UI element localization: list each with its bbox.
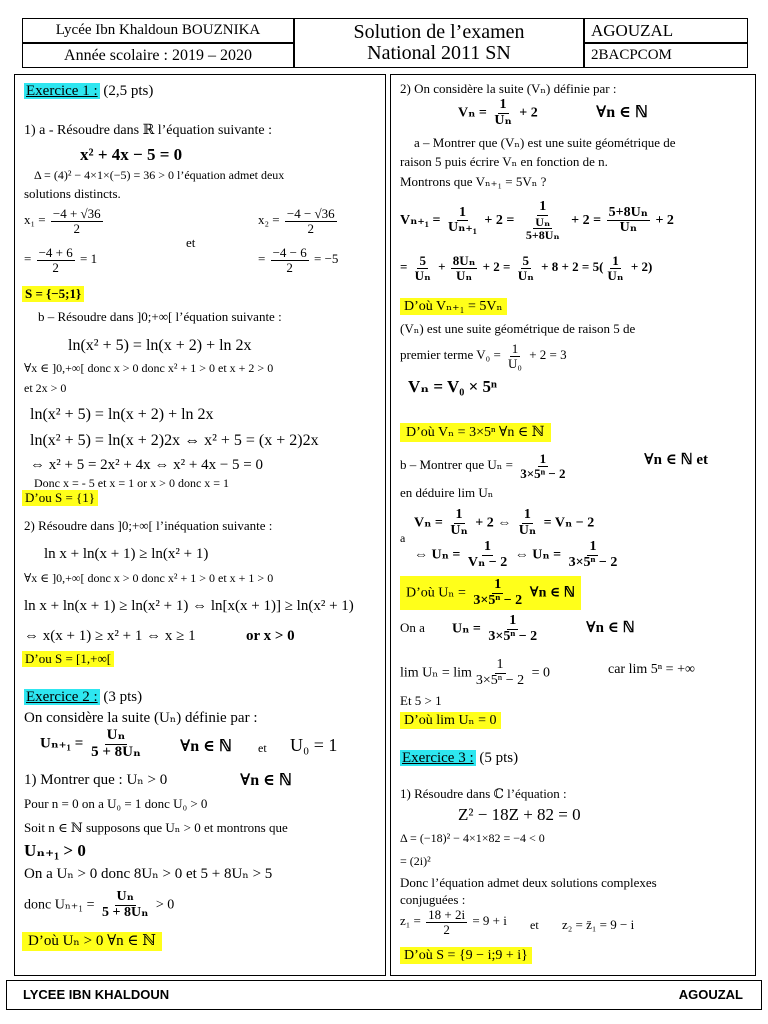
v-conclusion3: D’où Uₙ = $\frac{1}{\text{3×5ⁿ − 2}}$ ∀n ∈ ℕ [400, 576, 581, 610]
footer-left: LYCEE IBN KHALDOUN [23, 987, 170, 1002]
x1-num: −4 + √36 [52, 206, 101, 221]
ex2-p5-den: 5 + 8Uₙ [102, 904, 149, 920]
v-qb-left: b – Montrer que Uₙ = [400, 457, 517, 473]
v-qb: b – Montrer que Uₙ = $\frac{1}{\text{3×5ⁿ − 2}}$ [400, 451, 566, 481]
ex1-x1 [24, 207, 105, 235]
ex1-res2: ⇔ x(x + 1) ≥ x² + 1 ⇔ x ≥ 1 [24, 628, 196, 644]
ex2-p5-frac [100, 890, 150, 920]
ex3-delta2: = (2i)² [400, 854, 431, 868]
ex2-q1-forall: ∀n ∈ ℕ [240, 772, 292, 789]
header-class-text: 2BACPCOM [591, 47, 672, 63]
v-car: car lim 5ⁿ = +∞ [608, 662, 695, 677]
x1b-den: 2 [52, 259, 59, 275]
header-school [22, 18, 294, 43]
ex2-intro: On considère la suite (Uₙ) définie par : [24, 710, 258, 726]
ex1-inequation: ln x + ln(x + 1) ≥ ln(x² + 1) [44, 546, 209, 562]
ex2-q1: 1) Montrer que : Uₙ > 0 [24, 772, 168, 788]
ex2-title: Exercice 2 : [26, 689, 98, 705]
footer [6, 980, 762, 1010]
v-qb-den: 3×5ⁿ − 2 [520, 465, 566, 481]
header-title-box [294, 18, 584, 68]
x1-label: x₁ = [24, 212, 49, 228]
ex3-txt2: conjuguées : [400, 892, 466, 907]
v-calc1-frac3: $\frac{\text{5+8Uₙ}}{\text{Uₙ}}$ [608, 204, 648, 236]
v-un-formula: Uₙ = $\frac{1}{\text{3×5ⁿ − 2}}$ [452, 613, 538, 644]
ex3-z1-right: = 9 + i [472, 913, 507, 929]
v-qa: a – Montrer que (Vₙ) est une suite géométrique de [414, 135, 676, 150]
ex1-q1b: b – Résoudre dans ]0;+∞[ l’équation suivante : [38, 309, 282, 324]
ex3-solution: D’où S = {9 − i;9 + i} [400, 947, 532, 964]
v-concl3-left: D’où Uₙ = [406, 585, 470, 601]
ex1-domain-2: ∀x ∈ ]0,+∞[ donc x > 0 donc x² + 1 > 0 et x + 1 > 0 [24, 571, 274, 585]
footer-right: AGOUZAL [678, 987, 743, 1002]
v-vn-formula: Vₙ = V₀ × 5ⁿ [408, 377, 497, 396]
ex3-delta: Δ = (−18)² − 4×1×82 = −4 < 0 [400, 831, 545, 845]
x2b-num: −4 − 6 [272, 245, 307, 260]
ex2-p5-num: Uₙ [116, 889, 134, 904]
ex1-line1: ln(x² + 5) = ln(x + 2) + ln 2x [30, 406, 214, 423]
v-calc1-frac2: $\frac{1}{\frac{\text{Uₙ}}{\text{5+8Uₙ}}}$ [525, 199, 560, 243]
ex1-q1a: 1) a - Résoudre dans ℝ l’équation suivante : [24, 123, 273, 138]
header-author-text: AGOUZAL [591, 20, 674, 40]
v-geo1: (Vₙ) est une suite géométrique de raison 5 de [400, 321, 636, 336]
ex1-delta: Δ = (4)² − 4×1×(−5) = 36 > 0 l’équation admet deux [34, 168, 285, 182]
header-author [584, 18, 748, 43]
x1b-fraction [37, 246, 75, 274]
v-geo2-left: premier terme V₀ = [400, 347, 505, 363]
x2-fraction [285, 207, 337, 235]
ex2-definition [40, 728, 145, 761]
x1-fraction [51, 207, 103, 235]
header-year-text: Année scolaire : 2019 – 2020 [64, 46, 252, 64]
ex1-line2: ln(x² + 5) = ln(x + 2)2x ⇔ x² + 5 = (x + 2)2x [30, 432, 319, 449]
ex2-p5-left: donc Uₙ₊₁ = [24, 897, 99, 913]
ex3-title: Exercice 3 : [402, 750, 474, 766]
ex1-q2: 2) Résoudre dans ]0;+∞[ l’inéquation suivante : [24, 518, 273, 533]
v-limit-left: lim Uₙ = lim [400, 665, 472, 681]
ex1-res2b: or x > 0 [246, 628, 295, 644]
v-geo2-right: + 2 = 3 [525, 347, 567, 363]
v-def-right: + 2 [515, 105, 538, 121]
header-school-text: Lycée Ibn Khaldoun BOUZNIKA [55, 22, 261, 38]
ex3-pts: (5 pts) [479, 750, 519, 766]
ex1-eq-b: ln(x² + 5) = ln(x + 2) + ln 2x [68, 337, 252, 354]
v-calc1-frac1: $\frac{1}{\text{Uₙ₊₁}}$ [447, 204, 477, 236]
v-conclusion2: D’où Vₙ = 3×5ⁿ ∀n ∈ ℕ [400, 423, 551, 442]
ex1-x1b: = $\frac{-4 + 6}{2}$ = 1 [24, 245, 98, 275]
x1b-num: −4 + 6 [38, 245, 73, 260]
ex1-solution-2: D’ou S = [1,+∞[ [22, 651, 114, 667]
x2b-res: = −5 [314, 251, 339, 267]
v-def-frac: $\frac{1}{\text{Uₙ}}$ [494, 97, 512, 128]
v-eq1: Vₙ = $\frac{1}{\text{Uₙ}}$ + 2 ⇔ $\frac{1}{\text{Uₙ}}$ = Vₙ − 2 [414, 507, 595, 538]
v-un-forall: ∀n ∈ ℕ [586, 620, 635, 636]
v-conclusion1: D’où Vₙ₊₁ = 5Vₙ [400, 298, 507, 315]
ex2-p2: Soit n ∈ ℕ supposons que Uₙ > 0 et montrons que [24, 820, 288, 835]
v-def-left: Vₙ = [458, 105, 491, 121]
ex2-p5 [24, 890, 174, 920]
ex3-q1: 1) Résoudre dans ℂ l’équation : [400, 786, 567, 801]
ex1-x2 [258, 207, 339, 235]
v-concl3-forall: ∀n ∈ ℕ [529, 585, 576, 601]
v-qb-right: ∀n ∈ ℕ et [644, 452, 708, 468]
ex2-conclusion: D’où Uₙ > 0 ∀n ∈ ℕ [22, 932, 162, 951]
ex1-title: Exercice 1 : [26, 83, 98, 99]
ex2-def-left: Uₙ₊₁ = [40, 735, 88, 752]
x1-den: 2 [73, 220, 81, 236]
ex3-z2: z₂ = z̄₁ = 9 − i [562, 917, 635, 932]
ex1-domain-b: ∀x ∈ ]0,+∞[ donc x > 0 donc x² + 1 > 0 et x + 2 > 0 [24, 361, 274, 375]
ex3-equation: Z² − 18Z + 82 = 0 [458, 805, 581, 824]
v-definition [458, 98, 538, 128]
v-eq-a: a [400, 531, 406, 545]
v-question: 2) On considère la suite (Vₙ) définie par : [400, 81, 617, 96]
v-calc1-left: Vₙ₊₁ = [400, 213, 444, 229]
ex2-def-den: 5 + 8Uₙ [91, 743, 141, 760]
header-year [22, 43, 294, 68]
ex3-txt1: Donc l’équation admet deux solutions complexes [400, 875, 657, 890]
ex2-p4: On a Uₙ > 0 donc 8Uₙ > 0 et 5 + 8Uₙ > 5 [24, 866, 273, 882]
v-mq: Montrons que Vₙ₊₁ = 5Vₙ ? [400, 174, 547, 189]
ex2-p3: Uₙ₊₁ > 0 [24, 841, 86, 860]
v-qb2: en déduire lim Uₙ [400, 485, 494, 500]
x2-num: −4 − √36 [286, 206, 335, 221]
ex2-pts: (3 pts) [103, 689, 143, 705]
v-forall: ∀n ∈ ℕ [596, 104, 648, 121]
ex1-domain-b2: et 2x > 0 [24, 381, 67, 395]
ex3-heading [400, 750, 518, 767]
ex1-line4: Donc x = - 5 et x = 1 or x > 0 donc x = 1 [34, 476, 230, 490]
ex3-z1-num: 18 + 2i [428, 907, 466, 922]
ex2-def-frac [89, 728, 143, 761]
v-qa2: raison 5 puis écrire Vₙ en fonction de n. [400, 154, 608, 169]
v-limit: lim Uₙ = lim $\frac{1}{\text{3×5ⁿ − 2}}$ = 0 [400, 657, 551, 688]
ex1-heading [24, 83, 153, 100]
ex2-def-num: Uₙ [106, 727, 126, 743]
v-eq2: ⇔ Uₙ = $\frac{1}{\text{Vₙ − 2}}$ ⇔ Uₙ = $\frac{1}{\text{3×5ⁿ − 2}}$ [414, 539, 618, 570]
x1b-res: = 1 [80, 251, 98, 267]
ex1-line3: ⇔ x² + 5 = 2x² + 4x ⇔ x² + 4x − 5 = 0 [30, 457, 263, 473]
ex1-equation: x² + 4x − 5 = 0 [80, 145, 183, 164]
x2b-den: 2 [286, 259, 293, 275]
v-calc2-tail: = 5( [581, 259, 604, 275]
v-limit-right: = 0 [531, 665, 551, 681]
x2-label: x₂ = [258, 212, 283, 228]
header-class [584, 43, 748, 68]
header-title-line2: National 2011 SN [367, 42, 511, 64]
ex1-res1: ln x + ln(x + 1) ≥ ln(x² + 1) ⇔ ln[x(x + 1)] ≥ ln(x² + 1) [24, 598, 354, 614]
ex2-p5-right: > 0 [152, 897, 175, 913]
ex1-pts: (2,5 pts) [103, 83, 154, 99]
ex2-u0: U₀ = 1 [290, 735, 338, 755]
v-conclusion4: D’où lim Uₙ = 0 [400, 712, 501, 729]
v-ona: On a [400, 620, 425, 635]
v-et51: Et 5 > 1 [400, 693, 442, 708]
ex2-p1: Pour n = 0 on a U₀ = 1 donc U₀ > 0 [24, 796, 208, 811]
ex2-forall: ∀n ∈ ℕ [180, 738, 232, 755]
ex1-solution-b: D’ou S = {1} [22, 490, 98, 506]
ex1-et: et [186, 235, 196, 250]
x2-den: 2 [307, 220, 315, 236]
x2b-fraction [271, 246, 309, 274]
ex3-z1: z₁ = $\frac{18 + 2i}{2}$ = 9 + i [400, 907, 507, 937]
v-geo2: premier terme V₀ = $\frac{1}{\text{U₀}}$ + 2 = 3 [400, 341, 567, 371]
ex1-x2b: = $\frac{-4 - 6}{2}$ = −5 [258, 245, 339, 275]
ex1-delta2: solutions distincts. [24, 186, 121, 201]
ex2-heading [24, 689, 142, 706]
ex3-z1-left: z₁ = [400, 913, 425, 929]
v-calc2: = $\frac{5}{\text{Uₙ}}$ + $\frac{\text{8Uₙ}}{\text{Uₙ}}$ + 2 = $\frac{5}{\text{Uₙ}}$ + 8 + 2 = 5( $\frac{1}{\text{Uₙ}}$ + 2) [400, 253, 653, 283]
ex2-et: et [258, 741, 267, 755]
header-title-line1: Solution de l’examen [353, 21, 525, 43]
ex1-solution-a: S = {−5;1} [22, 286, 84, 302]
v-calc1: Vₙ₊₁ = $\frac{1}{\text{Uₙ₊₁}}$ + 2 = $\frac{1}{\frac{\text{Uₙ}}{\text{5+8Uₙ}}}$ + 2 = $\frac{\text{5+8Uₙ}}{\text{Uₙ}}$ + 2 [400, 199, 674, 243]
